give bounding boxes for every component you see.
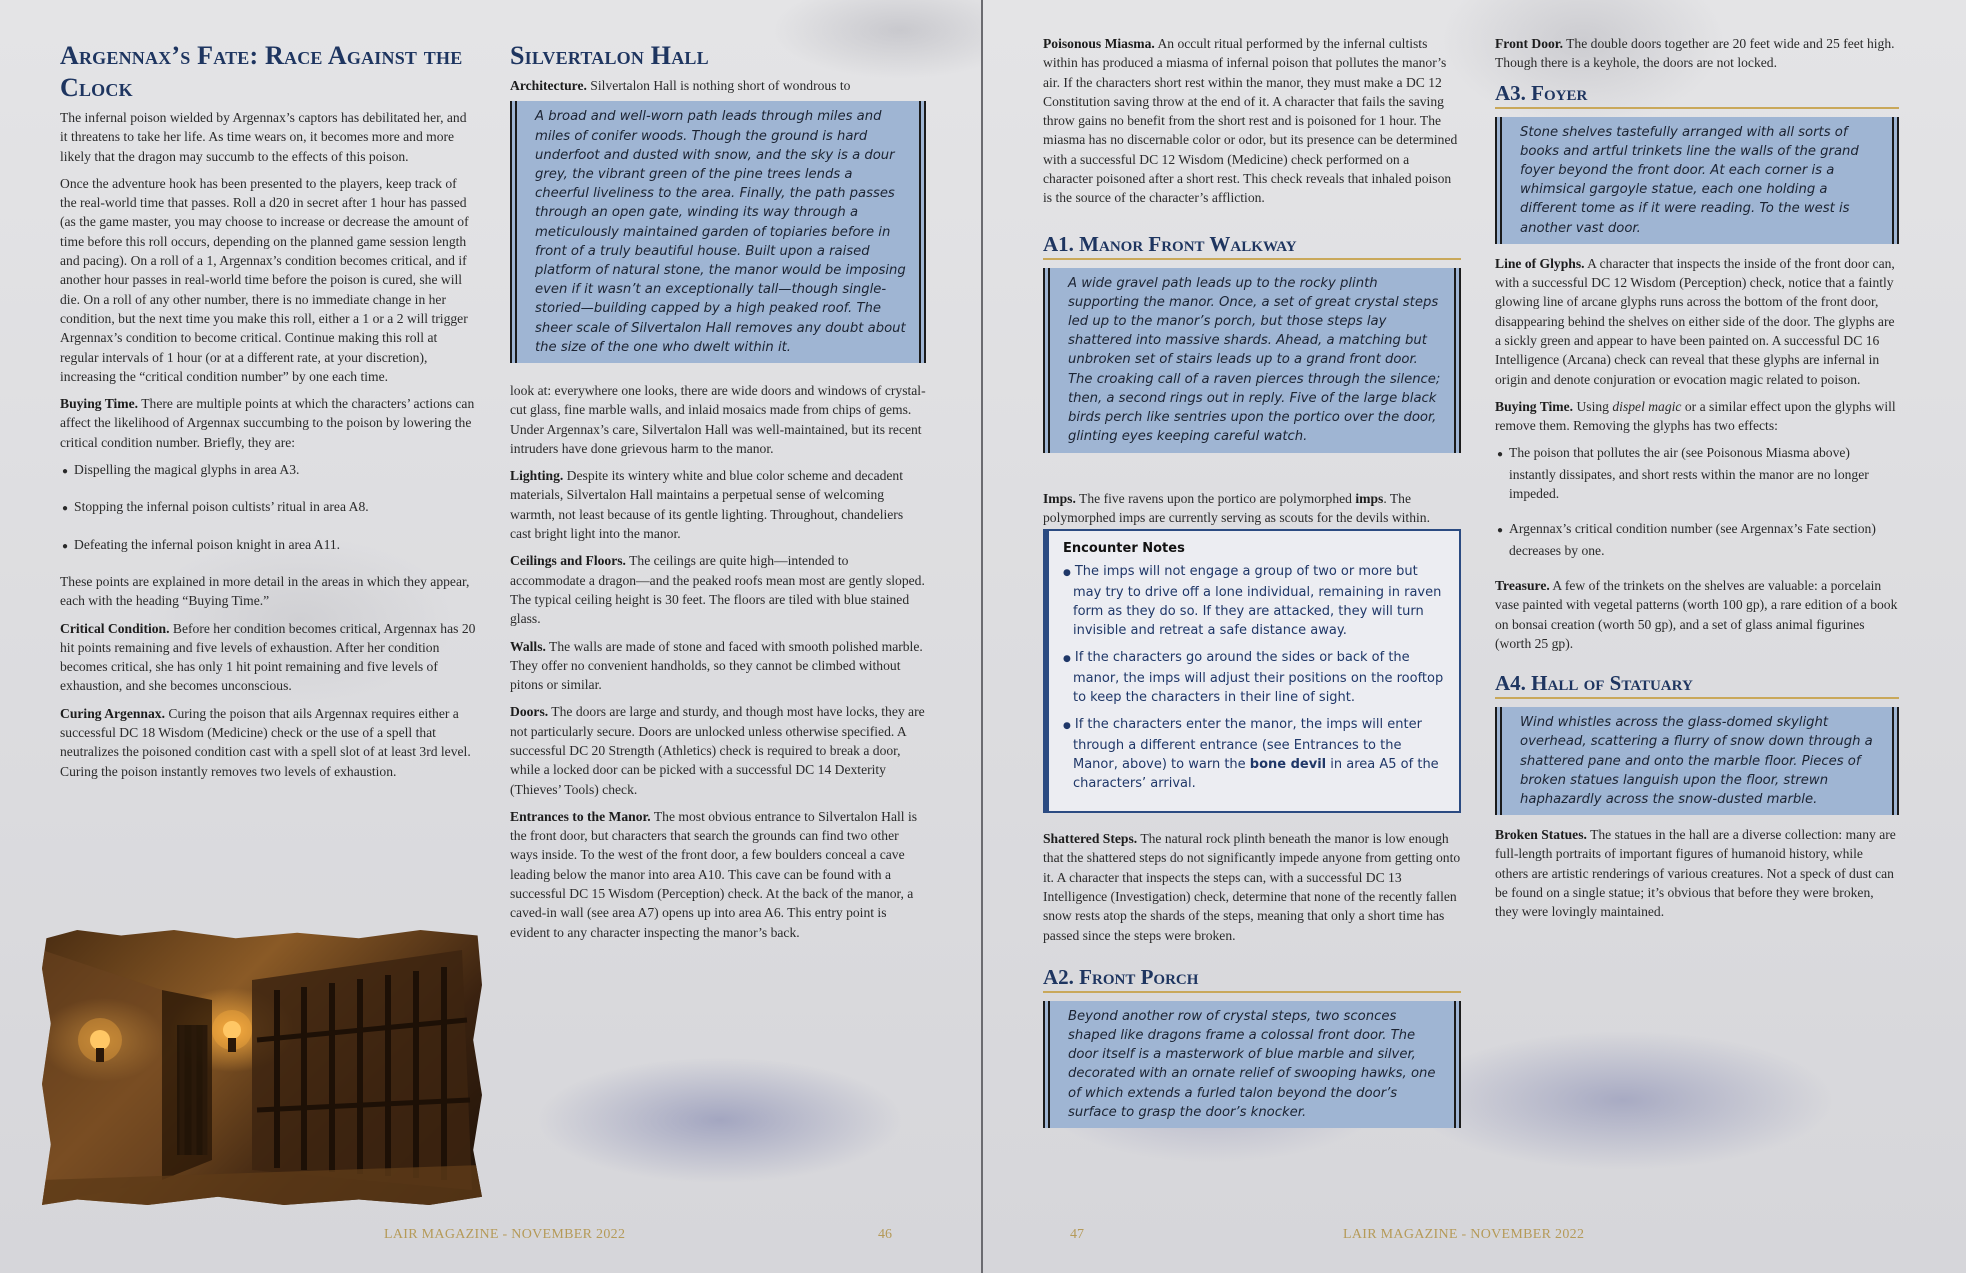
right-column-1	[1043, 34, 1461, 1138]
left-column-2	[510, 40, 926, 950]
dungeon-gate-drawing	[42, 930, 482, 1205]
encounter-notes-heading: Encounter Notes	[1063, 541, 1185, 557]
curing-argennax-text: Curing the poison that ails Argennax requires either a successful DC 18 Wisdom (Medicine) check or the use of a spell that neutralizes the poisoned condition cast with a spell slot of at least 3rd level. Curing the poison instantly removes two levels of exhaustion.	[60, 705, 471, 779]
doors-paragraph	[510, 702, 926, 798]
curing-argennax-heading: Curing Argennax.	[60, 705, 165, 721]
entrances-heading: Entrances to the Manor.	[510, 808, 651, 824]
encounter-notes-list	[1063, 562, 1449, 793]
treasure-heading: Treasure.	[1495, 577, 1550, 593]
ceilings-paragraph	[510, 551, 926, 628]
list-item: ● The poison that pollutes the air (see Poisonous Miasma above) instantly dissipates, and short rests within the manor are no longer impeded.	[1495, 443, 1899, 503]
left-footer: LAIR MAGAZINE - NOVEMBER 2022	[384, 1227, 626, 1242]
imps-bold: imps	[1355, 490, 1384, 506]
buying-time-text-b: or a similar effect upon the glyphs will remove them. Removing the glyphs has two effects:	[1495, 398, 1896, 434]
miasma-paragraph	[1043, 34, 1461, 208]
silvertalon-hall-title: Silvertalon Hall	[510, 41, 709, 70]
lighting-heading: Lighting.	[510, 468, 564, 484]
page-gutter	[981, 0, 983, 1273]
a4-read-aloud-box: Wind whistles across the glass-domed skylight overhead, scattering a flurry of snow down through a shattered pane and onto the marble floor. Pieces of broken statues languish upon the floor, strewn haphazardly across the snow-dusted marble.	[1495, 707, 1899, 815]
right-page-number: 47	[1070, 1227, 1084, 1242]
right-page	[983, 0, 1966, 1273]
imps-text-2: . The polymorphed imps are currently serving as scouts for the devils within.	[1043, 490, 1430, 525]
critical-condition-heading: Critical Condition.	[60, 620, 170, 636]
critical-condition-text: Before her condition becomes critical, Argennax has 20 hit points remaining and five levels of exhaustion. After her condition becomes critical, she has only 1 hit point remaining and five levels of exhaustion, and she becomes unconscious.	[60, 620, 476, 694]
buying-time-heading: Buying Time.	[60, 396, 139, 412]
read-aloud-box: A broad and well-worn path leads through miles and miles of conifer woods. Though the ground is hard underfoot and dusted with snow, and the sky is a dour grey, the vibrant green of the pine trees lends a cheerful liveliness to the area. Finally, the path passes through an open gate, winding its way through a meticulously maintained garden of topiaries before in front of a truly beautiful house. Built upon a raised platform of natural stone, the manor would be imposing even if it wasn’t an exceptionally tall—though single-storied—building capped by a high peaked roof. The sheer scale of Silvertalon Hall removes any doubt about the size of the one who dwelt within it.	[510, 101, 926, 363]
list-item: ● If the characters go around the sides or back of the manor, the imps will adjust their positions on the rooftop to keep the characters in their line of sight.	[1063, 648, 1449, 707]
glyphs-paragraph	[1495, 254, 1899, 389]
a2-title: A2. Front Porch	[1043, 965, 1461, 993]
treasure-paragraph	[1495, 576, 1899, 653]
shattered-steps-text: The natural rock plinth beneath the manor is low enough that the shattered steps do not significantly impede anyone from getting onto it. A character that inspects the steps can, with a successful DC 13 Intelligence (Investigation) check, determine that none of the recently fallen snow rests atop the shards of the steps, meaning that only a short time has passed since the steps were broken.	[1043, 831, 1461, 943]
dispel-magic-italic: dispel magic	[1612, 398, 1682, 414]
shattered-steps-heading: Shattered Steps.	[1043, 831, 1138, 847]
miasma-heading: Poisonous Miasma.	[1043, 36, 1155, 51]
list-item	[1063, 715, 1449, 793]
front-door-heading: Front Door.	[1495, 36, 1563, 51]
doors-text: The doors are large and sturdy, and though most have locks, they are not particularly secure. Doors are unlocked unless otherwise specified. A successful DC 20 Strength (Athletics) check is required to break a door, while a locked door can be picked with a successful DC 14 Dexterity (Thieves’ Tools) check.	[510, 704, 925, 797]
dungeon-gate-illustration	[42, 930, 482, 1205]
glyph-effects-list	[1495, 443, 1899, 559]
buying-time-text-a: Using	[1576, 398, 1609, 414]
argennax-fate-title: Argennax’s Fate: Race Against the Clock	[60, 41, 463, 102]
treasure-text: A few of the trinkets on the shelves are valuable: a porcelain vase painted with vegetal patterns (worth 100 gp), a rare edition of a book on bonsai creation (worth 50 gp), and a set of glass animal figurines (worth 25 gp).	[1495, 577, 1898, 651]
curing-argennax-paragraph	[60, 704, 476, 781]
glyphs-heading: Line of Glyphs.	[1495, 255, 1585, 271]
list-item: ● Dispelling the magical glyphs in area A3.	[60, 460, 476, 481]
lighting-text: Despite its wintery white and blue color scheme and decadent materials, Silvertalon Hall maintains a perpetual sense of welcoming warmth, not least because of its gentle lighting. Throughout, chandeliers cast bright light into the manor.	[510, 468, 904, 542]
imps-text: The five ravens upon the portico are polymorphed	[1079, 490, 1352, 506]
buying-time-list	[60, 460, 476, 556]
a2-read-aloud-box: Beyond another row of crystal steps, two sconces shaped like dragons frame a colossal front door. The door itself is a masterwork of blue marble and silver, decorated with an ornate relief of swooping hawks, one of which extends a furled talon beyond the door’s surface to grasp the door’s knocker.	[1043, 1001, 1461, 1128]
imps-heading: Imps.	[1043, 490, 1076, 506]
bone-devil-bold: bone devil	[1249, 757, 1327, 773]
encounter-text: If the characters enter the manor, the imps will enter through a different entrance (see Entrances to the Manor, above) to warn the	[1073, 717, 1422, 773]
left-page-number: 46	[878, 1227, 892, 1242]
entrances-text: The most obvious entrance to Silvertalon Hall is the front door, but characters that search the grounds can find two other ways inside. To the west of the front door, a few boulders conceal a cave leading below the manor into area A10. This cave can be found with a successful DC 15 Wisdom (Perception) check. At the back of the manor, a caved-in wall (see area A7) opens up into area A6. This entry point is evident to any character inspecting the manor’s back.	[510, 808, 918, 940]
walls-heading: Walls.	[510, 638, 546, 654]
paragraph: The infernal poison wielded by Argennax’s captors has debilitated her, and it threatens to take her life. As time wears on, it becomes more and more likely that the dragon may succumb to the effects of this poison.	[60, 110, 467, 164]
encounter-notes-box	[1043, 529, 1461, 813]
glyphs-text: A character that inspects the inside of the front door can, with a successful DC 12 Wisdom (Perception) check, notice that a faintly glowing line of arcane glyphs runs across the bottom of the front door, disappearing behind the shelves on either side of the door. The glyphs are a sickly green and appear to have been painted on. A successful DC 16 Intelligence (Arcana) check can reveal that these glyphs are infernal in origin and denote conjuration or evocation magic related to poison.	[1495, 255, 1895, 387]
architecture-heading: Architecture.	[510, 78, 587, 93]
architecture-paragraph	[510, 76, 926, 95]
left-column-1	[60, 40, 476, 789]
paragraph: look at: everywhere one looks, there are wide doors and windows of crystal-cut glass, fine marble walls, and inlaid mosaics made from chips of gems. Under Argennax’s care, Silvertalon Hall was well-maintained, but its recent intruders have done grievous harm to the manor.	[510, 382, 926, 456]
a1-title: A1. Manor Front Walkway	[1043, 232, 1461, 260]
lighting-paragraph	[510, 466, 926, 543]
right-column-2	[1495, 34, 1899, 930]
list-item: ● The imps will not engage a group of two or more but may try to drive off a lone individual, remaining in raven form as they do so. If they are attacked, they will turn invisible and retreat a safe distance away.	[1063, 562, 1449, 640]
list-item: ● Stopping the infernal poison cultists’ ritual in area A8.	[60, 497, 476, 518]
entrances-paragraph	[510, 807, 926, 942]
buying-time-heading-2: Buying Time.	[1495, 398, 1574, 414]
front-door-paragraph	[1495, 34, 1899, 73]
paragraph: These points are explained in more detail in the areas in which they appear, each with the heading “Buying Time.”	[60, 573, 470, 609]
walls-paragraph	[510, 637, 926, 695]
right-footer: LAIR MAGAZINE - NOVEMBER 2022	[1343, 1227, 1585, 1242]
imps-paragraph	[1043, 489, 1461, 528]
doors-heading: Doors.	[510, 704, 549, 720]
shattered-steps-paragraph	[1043, 829, 1461, 945]
a4-title: A4. Hall of Statuary	[1495, 671, 1899, 699]
buying-time-text: There are multiple points at which the characters’ actions can affect the likelihood of Argennax succumbing to the poison by lowering the critical condition number. Briefly, they are:	[60, 396, 475, 450]
broken-statues-text: The statues in the hall are a diverse collection: many are full-length portraits of important figures of humanoid history, while others are artistic renderings of various creatures. Not a speck of dust can be found on a single statue; it’s obvious that before they were broken, they were lovingly maintained.	[1495, 827, 1896, 920]
buying-time-paragraph-2	[1495, 397, 1899, 436]
ceilings-heading: Ceilings and Floors.	[510, 553, 626, 569]
critical-condition-paragraph	[60, 619, 476, 696]
paragraph: Once the adventure hook has been presented to the players, keep track of the real-world time that passes. Roll a d20 in secret after 1 hour has passed (as the game master, you may choose to increase or decrease the amount of time before this roll occurs, depending on the planned game session length and pacing). On a roll of a 1, Argennax’s condition becomes critical, and if another hour passes in real-world time before the poison is cured, she will die. On a roll of any other number, there is no immediate change in her condition, but the next time you make this roll, either a 1 or a 2 will trigger Argennax’s condition to become critical. Continue making this roll at regular intervals of 1 hour (or at a different rate, at your discretion), increasing the “critical condition number” by one each time.	[60, 175, 469, 384]
a3-title: A3. Foyer	[1495, 81, 1899, 109]
a3-read-aloud-box: Stone shelves tastefully arranged with all sorts of books and artful trinkets line the walls of the grand foyer beyond the front door. At each corner is a whimsical gargoyle statue, each one holding a different tome as if it were reading. To the west is another vast door.	[1495, 117, 1899, 244]
broken-statues-paragraph	[1495, 825, 1899, 921]
miasma-text: An occult ritual performed by the infernal cultists within has produced a miasma of infernal poison that pollutes the manor’s air. If the characters short rest within the manor, they must make a DC 12 Constitution saving throw at the end of it. A character that fails the saving throw gains no benefit from the short rest and is poisoned for 1 hour. The miasma has no discernable color or odor, but its presence can be determined with a successful DC 12 Wisdom (Medicine) check performed on a character poisoned after a short rest. This check reveals that inhaled poison is the source of the character’s affliction.	[1043, 36, 1458, 206]
list-item: ● Argennax’s critical condition number (see Argennax’s Fate section) decreases by one.	[1495, 519, 1899, 560]
a1-read-aloud-box: A wide gravel path leads up to the rocky plinth supporting the manor. Once, a set of great crystal steps led up to the manor’s porch, but those steps lay shattered into massive shards. Ahead, a matching but unbroken set of stairs leads up to a grand front door. The croaking call of a raven pierces through the silence; then, a second rings out in reply. Five of the large black birds perch like sentries upon the portico over the door, glinting eyes keeping careful watch.	[1043, 268, 1461, 453]
architecture-text: Silvertalon Hall is nothing short of wondrous to	[590, 78, 851, 93]
buying-time-paragraph	[60, 394, 476, 452]
list-item: ● Defeating the infernal poison knight in area A11.	[60, 535, 476, 556]
ceilings-text: The ceilings are quite high—intended to accommodate a dragon—and the peaked roofs mean most are gently sloped. The typical ceiling height is 30 feet. The floors are tiled with blue stained glass.	[510, 553, 925, 627]
walls-text: The walls are made of stone and faced with smooth polished marble. They offer no convenient handholds, so they cannot be climbed without pitons or similar.	[510, 638, 923, 693]
broken-statues-heading: Broken Statues.	[1495, 827, 1587, 843]
front-door-text: The double doors together are 20 feet wide and 25 feet high. Though there is a keyhole, the doors are not locked.	[1495, 36, 1895, 71]
encounter-text-2: in area A5 of the characters’ arrival.	[1073, 757, 1439, 792]
